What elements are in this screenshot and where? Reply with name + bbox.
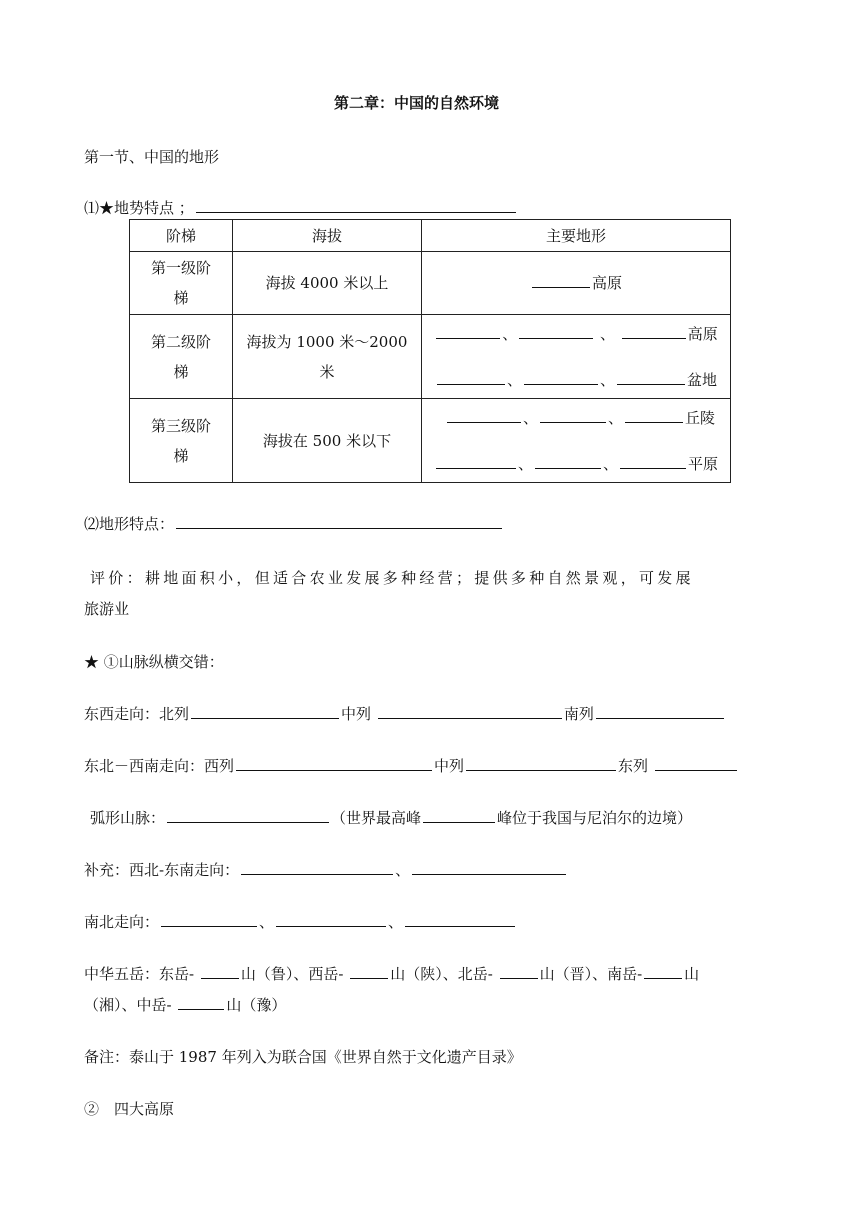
table-header-landform: 主要地形 [422, 220, 731, 252]
blank-field[interactable] [644, 964, 682, 979]
blank-field[interactable] [466, 756, 616, 771]
table-row [130, 399, 731, 483]
wuyue-text: 山（陕）、北岳- [390, 965, 493, 983]
blank-field[interactable] [350, 964, 388, 979]
blank-field[interactable] [196, 198, 516, 213]
ne-mountains-line [84, 755, 739, 776]
nw-mountains-line [84, 859, 568, 880]
landform-cell [422, 399, 731, 483]
terrain-feature-label: ⑴★地势特点 ； [84, 199, 194, 217]
separator: 、 [522, 408, 538, 427]
step-name-line2: 梯 [173, 362, 189, 381]
blank-field[interactable] [178, 995, 224, 1010]
table-row [130, 252, 731, 315]
landform-cell [422, 315, 731, 399]
blank-field[interactable] [161, 912, 257, 927]
blank-field[interactable] [622, 324, 686, 339]
blank-field[interactable] [436, 324, 500, 339]
wuyue-line-cont [84, 994, 286, 1015]
ew-mid-label: 中列 [341, 705, 372, 723]
wuyue-text: 中华五岳：东岳- [84, 965, 195, 983]
step-name-line1: 第三级阶 [150, 416, 211, 435]
step-name-line2: 梯 [173, 446, 189, 465]
arc-paren-start: （世界最高峰 [331, 809, 422, 827]
blank-field[interactable] [423, 808, 495, 823]
blank-field[interactable] [176, 514, 502, 529]
ns-label: 南北走向： [84, 913, 160, 931]
table-header-step: 阶梯 [130, 220, 233, 252]
step-name-line1: 第一级阶 [150, 259, 211, 277]
blank-field[interactable] [500, 964, 538, 979]
landform-suffix: 盆地 [687, 370, 718, 389]
blank-field[interactable] [201, 964, 239, 979]
ne-mid-label: 中列 [434, 757, 465, 775]
page-title: 第二章：中国的自然环境 [334, 94, 500, 112]
wuyue-text: 山（鲁）、西岳- [240, 965, 344, 983]
terrain-steps-table [129, 219, 731, 483]
landform-feature-prompt [84, 513, 504, 534]
table-row [130, 315, 731, 399]
ne-east-label: 东列 [618, 757, 649, 775]
blank-field[interactable] [524, 370, 598, 385]
blank-field[interactable] [519, 324, 593, 339]
arc-mountains-line [90, 807, 692, 828]
blank-field[interactable] [412, 860, 566, 875]
ew-mountains-line [84, 703, 726, 724]
landform-suffix: 丘陵 [685, 408, 716, 427]
separator: 、 [607, 408, 623, 427]
altitude-cell [233, 315, 422, 399]
ns-mountains-line [84, 911, 517, 932]
blank-field[interactable] [276, 912, 386, 927]
altitude-line2: 米 [319, 362, 335, 381]
landform-suffix: 高原 [687, 324, 718, 343]
table-header-altitude: 海拔 [233, 220, 422, 252]
evaluation-text-cont: 旅游业 [84, 600, 130, 618]
terrain-feature-prompt [84, 197, 518, 218]
wuyue-text: 山 [684, 965, 700, 983]
blank-field[interactable] [236, 756, 432, 771]
plateaus-heading: ② 四大高原 [84, 1100, 175, 1118]
separator: 、 [599, 370, 615, 389]
section-heading: 第一节、中国的地形 [84, 148, 220, 166]
step-name-cell [130, 252, 233, 315]
note-line: 备注：泰山于 1987 年列入为联合国《世界自然于文化遗产目录》 [84, 1048, 522, 1066]
blank-field[interactable] [532, 273, 590, 288]
blank-field[interactable] [617, 370, 685, 385]
separator: 、 [259, 913, 275, 931]
blank-field[interactable] [191, 704, 339, 719]
separator: 、 [599, 324, 615, 343]
nw-label: 补充：西北-东南走向： [84, 861, 240, 879]
separator: 、 [517, 454, 533, 473]
altitude-cell: 海拔在 500 米以下 [233, 399, 422, 483]
separator: 、 [506, 370, 522, 389]
blank-field[interactable] [447, 408, 521, 423]
mountains-heading: ★ ①山脉纵横交错： [84, 653, 224, 671]
wuyue-line [84, 963, 699, 984]
wuyue-text: 山（晋）、南岳- [539, 965, 643, 983]
blank-field[interactable] [405, 912, 515, 927]
step-name-line2: 梯 [173, 289, 189, 307]
separator: 、 [395, 861, 411, 879]
blank-field[interactable] [620, 454, 686, 469]
ew-label: 东西走向：北列 [84, 705, 190, 723]
blank-field[interactable] [437, 370, 505, 385]
step-name-cell [130, 399, 233, 483]
arc-paren-end: 峰位于我国与尼泊尔的边境） [497, 809, 693, 827]
blank-field[interactable] [540, 408, 606, 423]
landform-suffix: 平原 [688, 454, 719, 473]
altitude-cell: 海拔 4000 米以上 [233, 252, 422, 315]
blank-field[interactable] [378, 704, 562, 719]
landform-suffix: 高原 [591, 274, 622, 292]
blank-field[interactable] [241, 860, 393, 875]
ew-south-label: 南列 [563, 705, 594, 723]
arc-label: 弧形山脉： [90, 809, 166, 827]
step-name-line1: 第二级阶 [150, 332, 211, 351]
blank-field[interactable] [436, 454, 516, 469]
altitude-line1: 海拔为 1000 米～2000 [246, 332, 408, 351]
separator: 、 [602, 454, 618, 473]
blank-field[interactable] [535, 454, 601, 469]
blank-field[interactable] [655, 756, 737, 771]
wuyue-text: 山（豫） [226, 996, 287, 1014]
landform-cell [422, 252, 731, 315]
separator: 、 [502, 324, 518, 343]
separator: 、 [388, 913, 404, 931]
step-name-cell [130, 315, 233, 399]
wuyue-text: （湘）、中岳- [84, 996, 172, 1014]
ne-label: 东北－西南走向：西列 [84, 757, 235, 775]
landform-feature-label: ⑵地形特点： [84, 515, 175, 533]
blank-field[interactable] [167, 808, 329, 823]
evaluation-text: 评价：耕地面积小，但适合农业发展多种经营；提供多种自然景观，可发展 [90, 569, 694, 587]
blank-field[interactable] [625, 408, 683, 423]
blank-field[interactable] [596, 704, 724, 719]
